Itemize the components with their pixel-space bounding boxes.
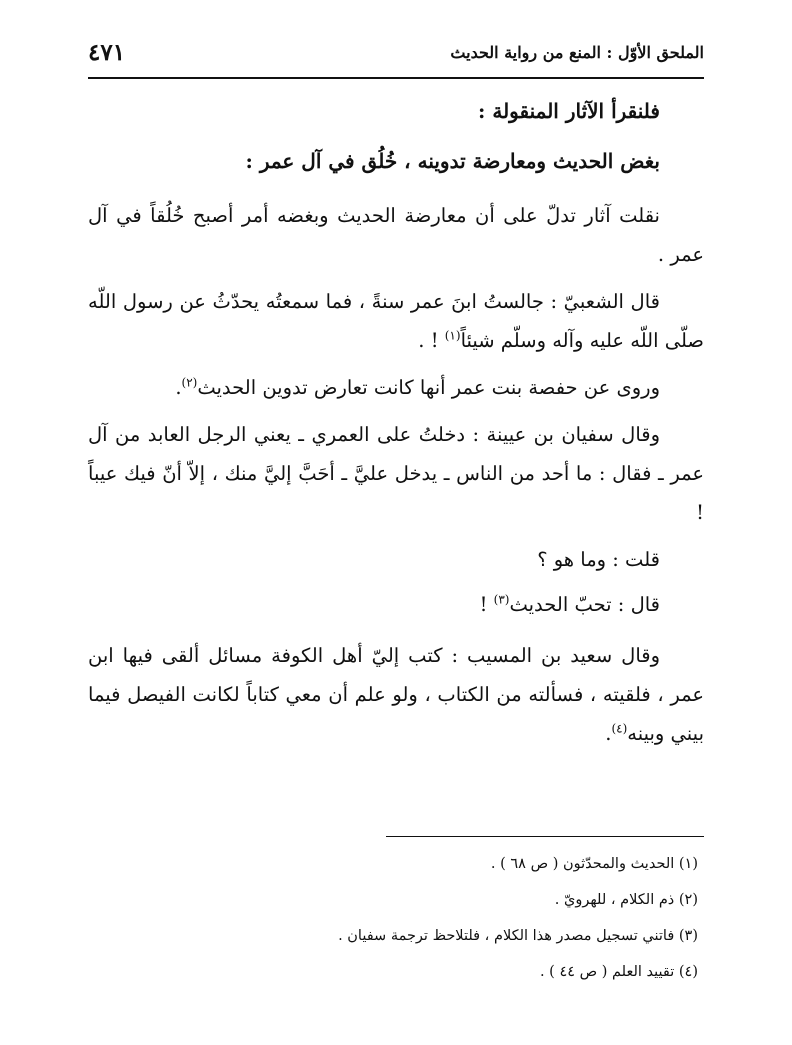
paragraph-shabi: قال الشعبيّ : جالستُ ابنَ عمر سنةً ، فما سمعتُه يحدّثُ عن رسول اللّه صلّى اللّه عليه وآله وسلّم شيئاً$^{(١)}$ ! .: [88, 290, 704, 352]
footnote-ref-2: (٢): [181, 375, 198, 390]
main-text: [88, 90, 704, 761]
footnote-ref-3: (٣): [493, 592, 510, 607]
paragraph-sufyan: وقال سفيان بن عيينة : دخلتُ على العمري ـ يعني الرجل العابد من آل عمر ـ فقال : ما أحد من الناس ـ يدخل عليَّ ـ أحَبَّ إليَّ منك ، إلاّ أنّ فيك عيباً !: [88, 423, 704, 524]
footnote-3: (٣) فاتني تسجيل مصدر هذا الكلام ، فلتلاحظ ترجمة سفيان .: [338, 928, 698, 944]
footnote-1: (١) الحديث والمحدّثون ( ص ٦٨ ) .: [490, 856, 698, 872]
page-number: ٤٧١: [88, 38, 126, 66]
running-title: الملحق الأوّل : المنع من رواية الحديث: [450, 42, 704, 62]
paragraph-intro: نقلت آثار تدلّ على أن معارضة الحديث وبغضه أمر أصبح خُلُقاً في آل عمر .: [88, 204, 704, 266]
dialogue-line-question: قلت : وما هو ؟: [537, 548, 660, 571]
page-header: [88, 30, 704, 74]
footnote-separator: [386, 836, 704, 837]
footnote-ref-4: (٤): [611, 721, 628, 736]
section-heading: فلنقرأ الآثار المنقولة :: [478, 99, 660, 123]
paragraph-hafsa: وروى عن حفصة بنت عمر أنها كانت تعارض تدوين الحديث$^{(٢)}$.: [175, 375, 660, 399]
paragraph-said: وقال سعيد بن المسيب : كتب إليّ أهل الكوفة مسائل ألقى فيها ابن عمر ، فلقيته ، فسألته من الكتاب ، ولو علم أن معي كتاباً لكانت الفيصل فيما بيني وبينه$^{(٤)}$.: [88, 644, 704, 745]
footnotes: [88, 846, 704, 990]
footnote-2: (٢) ذم الكلام ، للهرويّ .: [554, 892, 698, 908]
footnote-4: (٤) تقييد العلم ( ص ٤٤ ) .: [539, 964, 698, 980]
footnote-ref-1: (١): [444, 328, 461, 343]
header-rule: [88, 77, 704, 79]
subsection-heading: بغض الحديث ومعارضة تدوينه ، خُلُق في آل عمر :: [245, 149, 660, 173]
dialogue-line-answer: قال : تحبّ الحديث$^{(٣)}$ !: [479, 592, 660, 616]
